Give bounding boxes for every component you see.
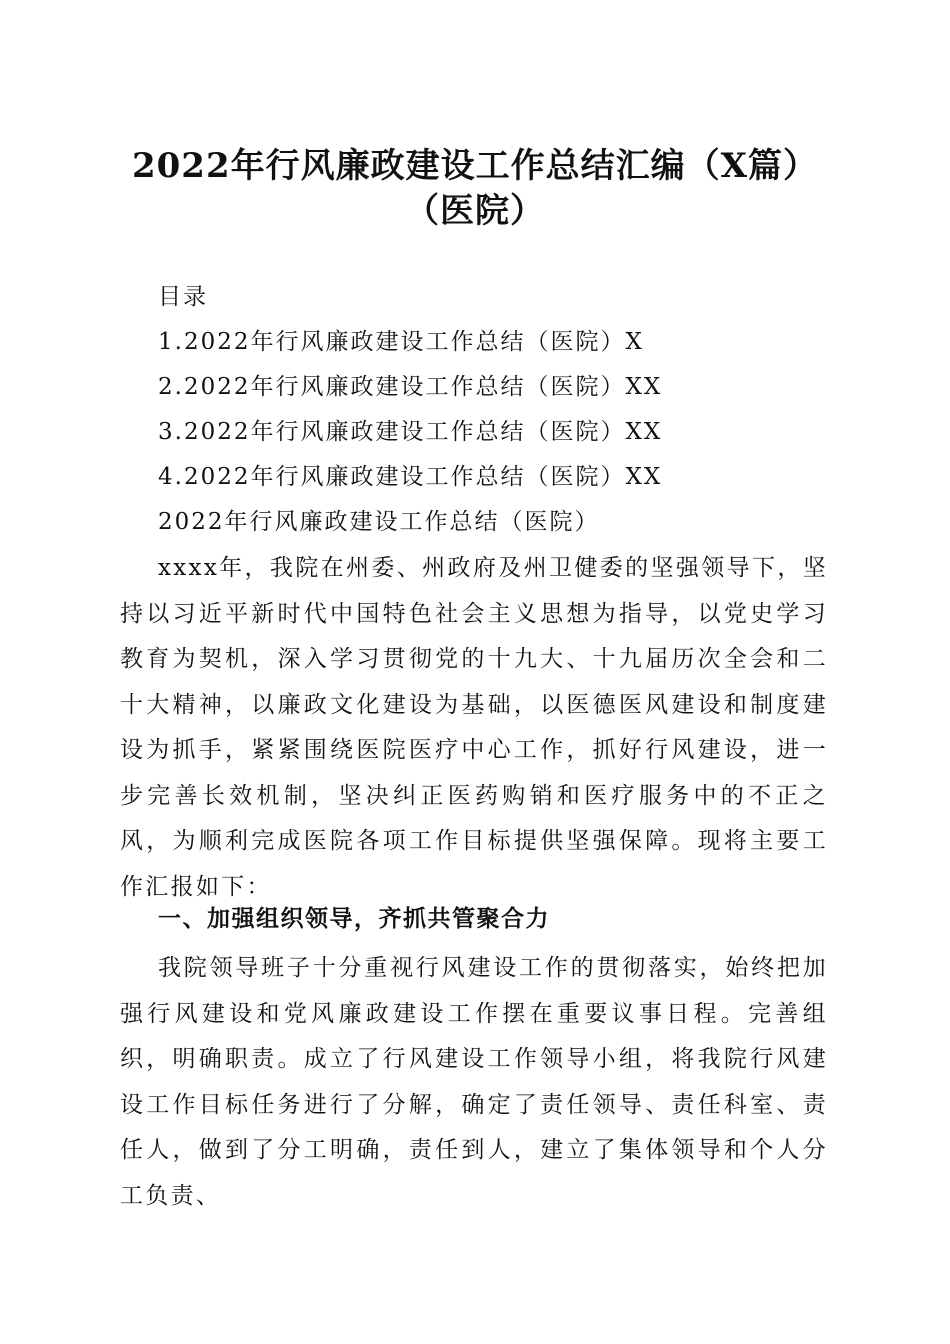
toc-item: 1.2022年行风廉政建设工作总结（医院）X [158, 329, 644, 355]
document-title-line2: （医院） [405, 191, 545, 231]
toc-heading: 目录 [158, 284, 208, 310]
section-heading: 一、加强组织领导，齐抓共管聚合力 [158, 906, 550, 932]
toc-item: 3.2022年行风廉政建设工作总结（医院）XX [158, 419, 663, 445]
toc-item: 4.2022年行风廉政建设工作总结（医院）XX [158, 464, 663, 490]
article-title: 2022年行风廉政建设工作总结（医院） [158, 509, 600, 535]
toc-item: 2.2022年行风廉政建设工作总结（医院）XX [158, 374, 663, 400]
document-title-line1: 2022年行风廉政建设工作总结汇编（X篇） [131, 146, 818, 186]
intro-paragraph: xxxx年，我院在州委、州政府及州卫健委的坚强领导下，坚持以习近平新时代中国特色社会主义思想为指导，以党史学习教育为契机，深入学习贯彻党的十九大、十九届历次全会和二十大精神，以廉政文化建设为基础，以医德医风建设和制度建设为抓手，紧紧围绕医院医疗中心工作，抓好行风建设，进一步完善长效机制，坚决纠正医药购销和医疗服务中的不正之风，为顺利完成医院各项工作目标提供坚强保障。现将主要工作汇报如下： [120, 555, 828, 900]
body-paragraph: 我院领导班子十分重视行风建设工作的贯彻落实，始终把加强行风建设和党风廉政建设工作摆在重要议事日程。完善组织，明确职责。成立了行风建设工作领导小组，将我院行风建设工作目标任务进行了分解，确定了责任领导、责任科室、责任人，做到了分工明确，责任到人，建立了集体领导和个人分工负责、 [120, 955, 828, 1209]
